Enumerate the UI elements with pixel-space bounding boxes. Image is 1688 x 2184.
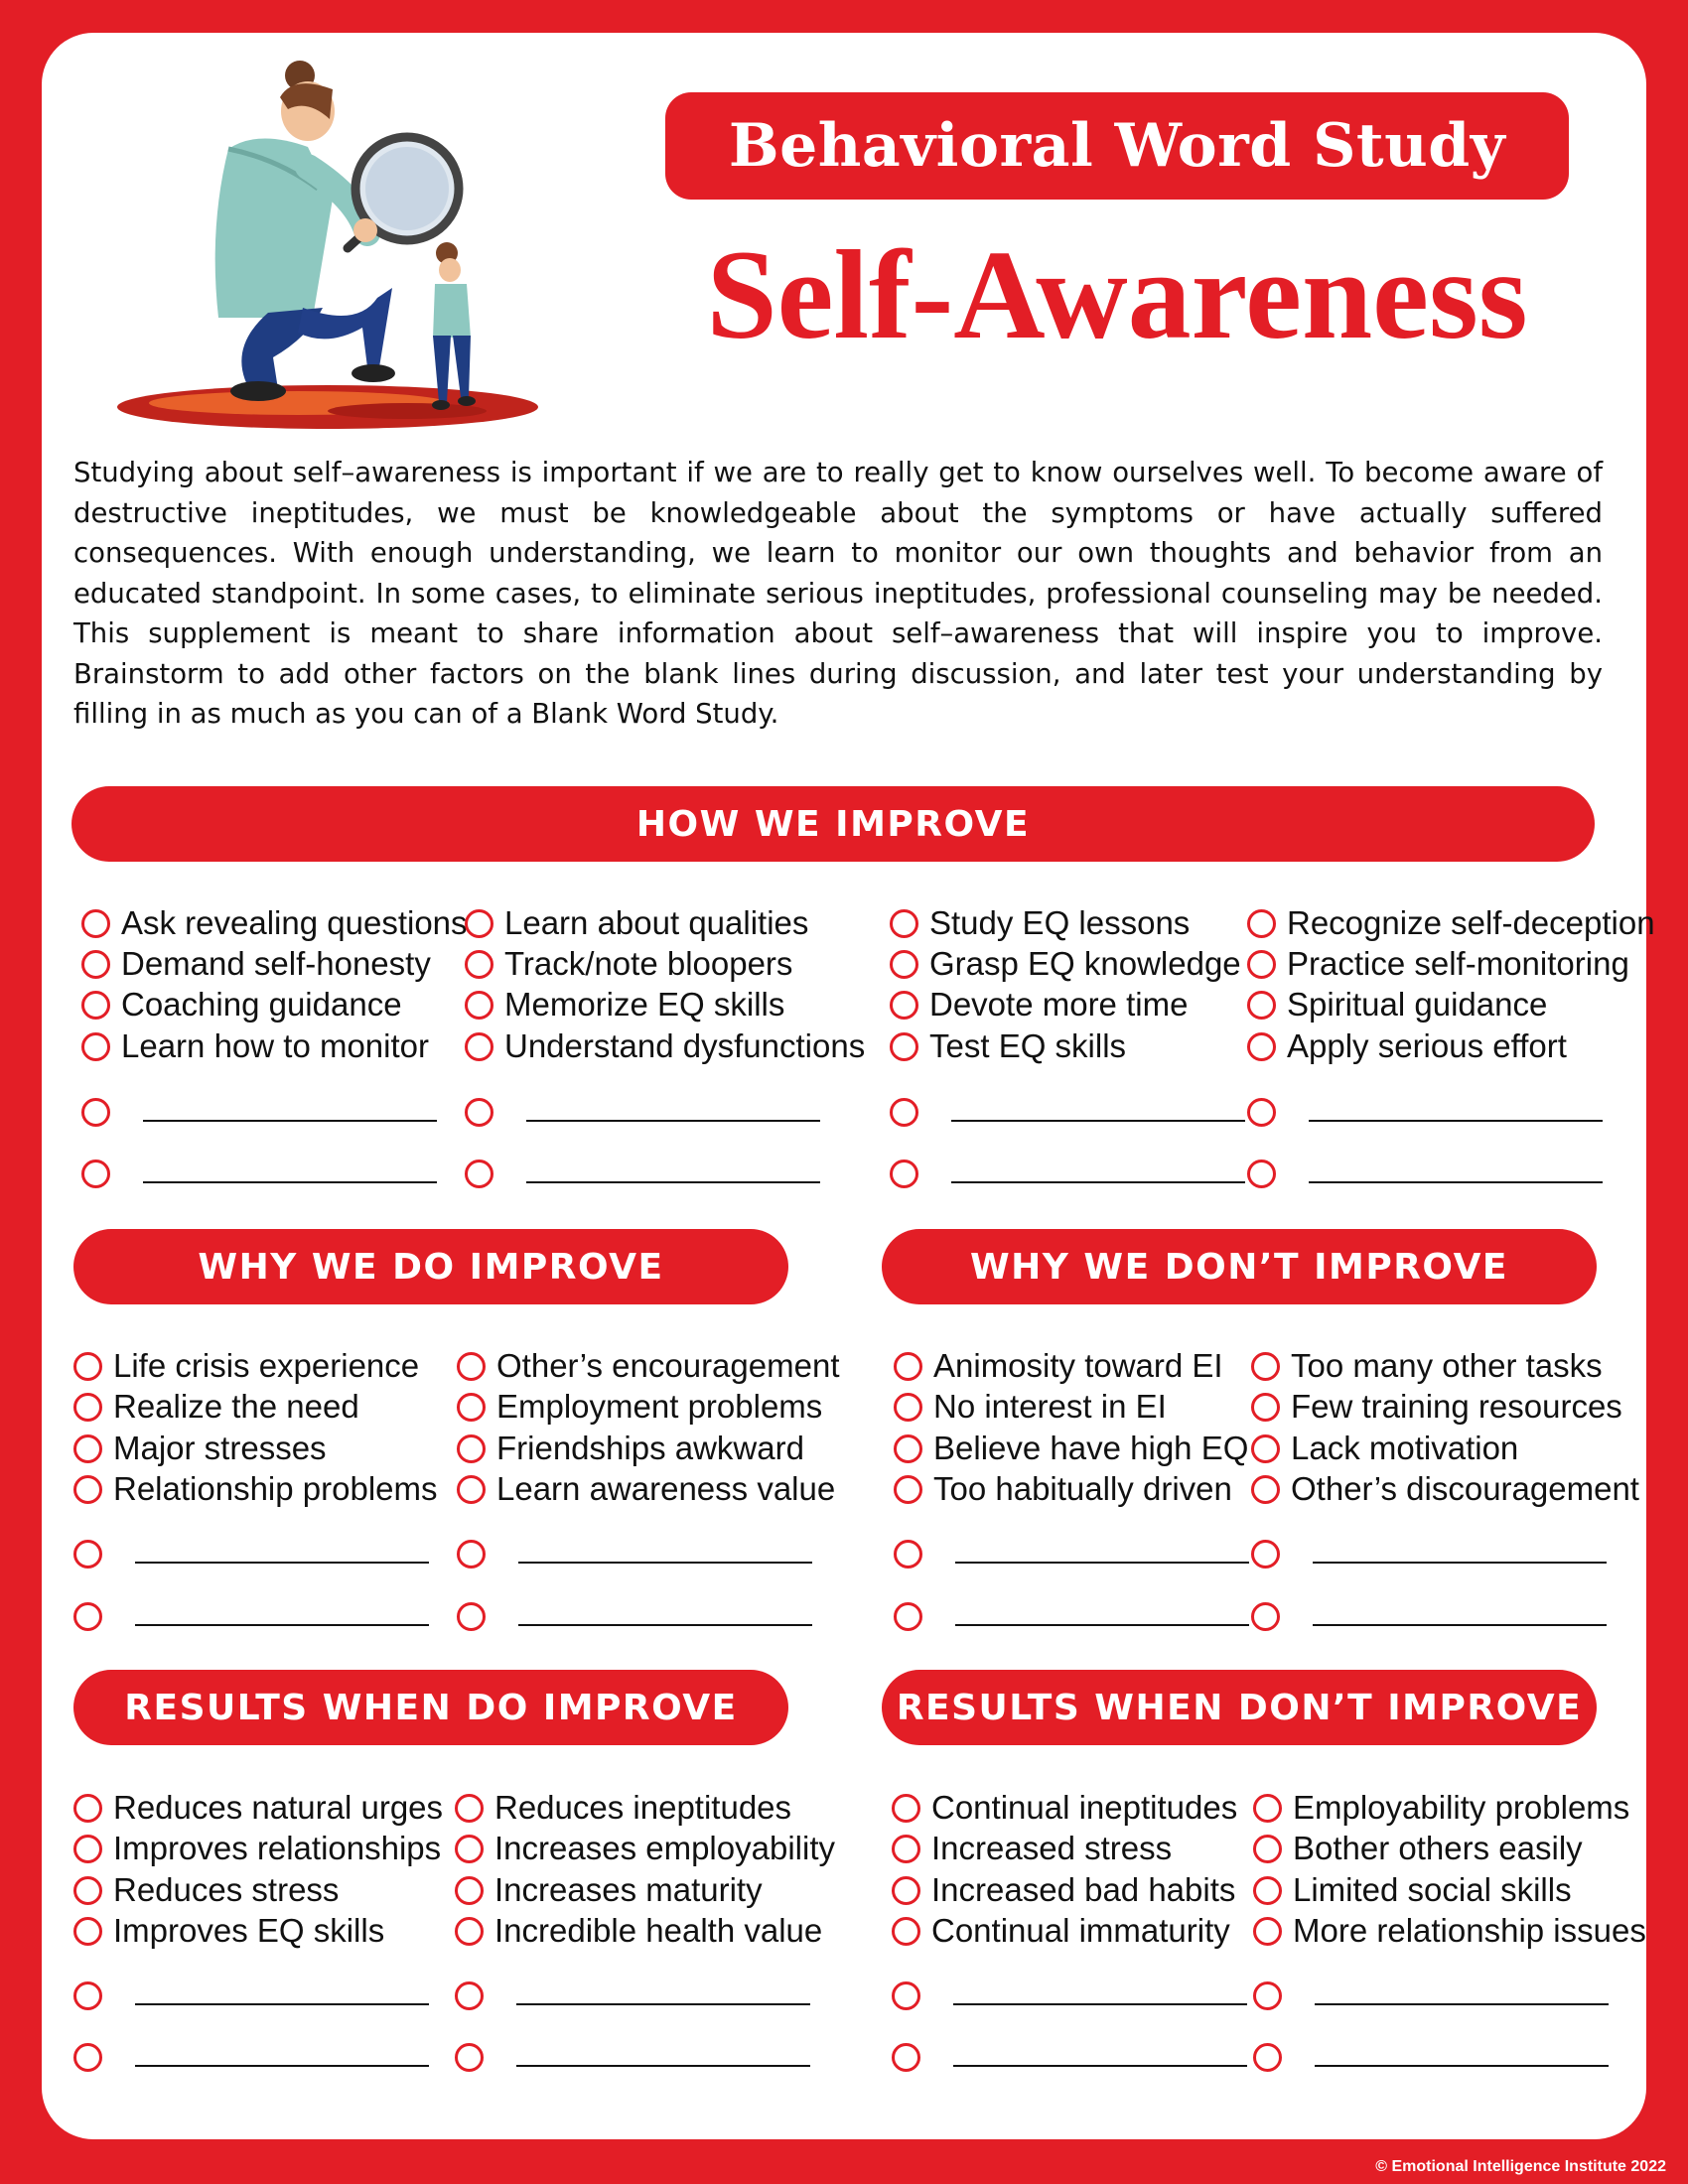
checkbox-circle-icon[interactable]	[465, 1160, 493, 1188]
checklist-item	[455, 1911, 822, 1951]
blank-entry	[892, 2037, 1247, 2077]
checklist-item-label: Increased stress	[931, 1830, 1173, 1866]
checklist-item-label: Practice self-monitoring	[1287, 945, 1629, 982]
checklist-item	[894, 1346, 1223, 1386]
blank-entry	[73, 1534, 429, 1573]
checklist-item-label: Apply serious effort	[1287, 1027, 1567, 1064]
checkbox-circle-icon[interactable]	[1247, 1098, 1276, 1127]
checklist-item	[81, 903, 468, 943]
checkbox-circle-icon[interactable]	[465, 950, 493, 979]
checkbox-circle-icon[interactable]	[894, 1393, 922, 1422]
blank-line[interactable]	[518, 1562, 812, 1564]
checklist-item	[73, 1429, 327, 1468]
checkbox-circle-icon[interactable]	[1251, 1352, 1280, 1381]
checklist-item	[890, 985, 1188, 1024]
checkbox-circle-icon[interactable]	[890, 1098, 918, 1127]
checklist-item	[892, 1911, 1230, 1951]
checklist-item-label: Ask revealing questions	[121, 904, 468, 941]
checkbox-circle-icon[interactable]	[465, 1032, 493, 1061]
checklist-item-label: Bother others easily	[1293, 1830, 1583, 1866]
checklist-item-label: Learn how to monitor	[121, 1027, 430, 1064]
checklist-item	[455, 1870, 763, 1910]
checkbox-circle-icon[interactable]	[890, 909, 918, 938]
checklist-item	[457, 1429, 804, 1468]
blank-entry	[465, 1092, 820, 1132]
checklist-item	[1253, 1911, 1646, 1951]
checkbox-circle-icon[interactable]	[455, 1876, 484, 1905]
checkbox-circle-icon[interactable]	[1251, 1475, 1280, 1504]
blank-line[interactable]	[516, 2065, 810, 2067]
checkbox-circle-icon[interactable]	[73, 1434, 102, 1463]
checklist-item	[1247, 903, 1655, 943]
checkbox-circle-icon[interactable]	[81, 1160, 110, 1188]
checklist-item	[465, 903, 808, 943]
checklist-item	[465, 985, 784, 1024]
blank-entry	[894, 1534, 1249, 1573]
checkbox-circle-icon[interactable]	[1253, 1981, 1282, 2010]
checklist-item	[892, 1829, 1172, 1868]
blank-entry	[457, 1534, 812, 1573]
checklist-item-label: Too habitually driven	[933, 1470, 1232, 1507]
blank-entry	[1253, 1976, 1609, 2015]
blank-line[interactable]	[953, 2003, 1247, 2005]
blank-entry	[457, 1596, 812, 1636]
checkbox-circle-icon[interactable]	[455, 1917, 484, 1946]
checklist-item	[81, 944, 431, 984]
checkbox-circle-icon[interactable]	[892, 2043, 920, 2072]
checkbox-circle-icon[interactable]	[890, 1032, 918, 1061]
checklist-item	[890, 1026, 1126, 1066]
checkbox-circle-icon[interactable]	[1253, 1917, 1282, 1946]
checkbox-circle-icon[interactable]	[894, 1434, 922, 1463]
checkbox-circle-icon[interactable]	[1251, 1602, 1280, 1631]
checklist-item	[890, 944, 1241, 984]
checklist-item-label: Few training resources	[1291, 1388, 1622, 1425]
page-title: Self-Awareness	[706, 224, 1528, 365]
checkbox-circle-icon[interactable]	[457, 1393, 486, 1422]
checkbox-circle-icon[interactable]	[73, 2043, 102, 2072]
checkbox-circle-icon[interactable]	[81, 991, 110, 1020]
checklist-item	[465, 1026, 865, 1066]
checklist-item	[73, 1870, 339, 1910]
blank-entry	[73, 1596, 429, 1636]
checklist-item	[1247, 1026, 1567, 1066]
checklist-item-label: Understand dysfunctions	[504, 1027, 866, 1064]
blank-line[interactable]	[953, 2065, 1247, 2067]
blank-line[interactable]	[518, 1624, 812, 1626]
checklist-item	[1251, 1469, 1639, 1509]
checkbox-circle-icon[interactable]	[1251, 1393, 1280, 1422]
blank-line[interactable]	[1315, 2003, 1609, 2005]
checklist-item-label: Memorize EQ skills	[504, 986, 785, 1023]
blank-entry	[81, 1092, 437, 1132]
checklist-item	[1251, 1429, 1518, 1468]
checklist-item-label: Learn awareness value	[496, 1470, 836, 1507]
checkbox-circle-icon[interactable]	[1247, 909, 1276, 938]
checklist-item	[73, 1788, 443, 1828]
checkbox-circle-icon[interactable]	[890, 950, 918, 979]
checklist-item	[894, 1387, 1167, 1427]
checkbox-circle-icon[interactable]	[73, 1352, 102, 1381]
blank-line[interactable]	[951, 1181, 1245, 1183]
checklist-item-label: Limited social skills	[1293, 1871, 1572, 1908]
blank-entry	[1253, 2037, 1609, 2077]
checklist-item-label: Recognize self-deception	[1287, 904, 1655, 941]
checkbox-circle-icon[interactable]	[890, 991, 918, 1020]
blank-entry	[890, 1092, 1245, 1132]
checklist-item-label: Reduces stress	[113, 1871, 340, 1908]
checklist-item	[1253, 1788, 1629, 1828]
checklist-item-label: Demand self-honesty	[121, 945, 431, 982]
checkbox-circle-icon[interactable]	[1253, 1794, 1282, 1823]
checklist-item	[892, 1788, 1237, 1828]
checkbox-circle-icon[interactable]	[465, 1098, 493, 1127]
checklist-item	[1251, 1346, 1603, 1386]
checkbox-circle-icon[interactable]	[457, 1540, 486, 1569]
blank-line[interactable]	[955, 1624, 1249, 1626]
checkbox-circle-icon[interactable]	[81, 1098, 110, 1127]
checklist-item-label: Reduces ineptitudes	[494, 1789, 792, 1826]
blank-entry	[890, 1154, 1245, 1193]
checklist-item	[81, 1026, 429, 1066]
checkbox-circle-icon[interactable]	[455, 1981, 484, 2010]
blank-entry	[1247, 1092, 1603, 1132]
checklist-item	[457, 1387, 822, 1427]
checklist-item-label: Continual ineptitudes	[931, 1789, 1238, 1826]
blank-entry	[465, 1154, 820, 1193]
checkbox-circle-icon[interactable]	[455, 1794, 484, 1823]
checklist-item-label: Other’s discouragement	[1291, 1470, 1639, 1507]
checkbox-circle-icon[interactable]	[73, 1602, 102, 1631]
checkbox-circle-icon[interactable]	[894, 1352, 922, 1381]
checklist-item-label: Life crisis experience	[113, 1347, 420, 1384]
checkbox-circle-icon[interactable]	[457, 1434, 486, 1463]
checkbox-circle-icon[interactable]	[892, 1794, 920, 1823]
checklist-item	[894, 1469, 1232, 1509]
blank-line[interactable]	[1313, 1562, 1607, 1564]
checklist-item-label: No interest in EI	[933, 1388, 1167, 1425]
blank-line[interactable]	[135, 1624, 429, 1626]
blank-entry	[1251, 1596, 1607, 1636]
checkbox-circle-icon[interactable]	[1251, 1434, 1280, 1463]
checklist-item	[455, 1829, 835, 1868]
intro-paragraph: Studying about self–awareness is important if we are to really get to know ourselves well. To become aware of destructive ineptitudes, we must be knowledgeable about the symptoms or have actually suffered consequences. With enough understanding, we learn to monitor our own thoughts and behavior from an educated standpoint. In some cases, to eliminate serious ineptitudes, professional counseling may be needed. This supplement is meant to share information about self–awareness that will inspire you to improve. Brainstorm to add other factors on the blank lines during discussion, and later test your understanding by filling in as much as you can of a Blank Word Study.	[73, 457, 1603, 730]
checklist-item-label: Continual immaturity	[931, 1912, 1230, 1949]
checkbox-circle-icon[interactable]	[1247, 1160, 1276, 1188]
checklist-item	[1247, 944, 1629, 984]
checklist-item-label: Improves EQ skills	[113, 1912, 385, 1949]
section-banner-why-do: WHY WE DO IMPROVE	[73, 1229, 788, 1304]
blank-entry	[73, 1976, 429, 2015]
blank-line[interactable]	[951, 1120, 1245, 1122]
checklist-item	[894, 1429, 1248, 1468]
checklist-item	[73, 1829, 441, 1868]
checklist-item-label: Friendships awkward	[496, 1430, 804, 1466]
checklist-item-label: Realize the need	[113, 1388, 359, 1425]
checkbox-circle-icon[interactable]	[1253, 2043, 1282, 2072]
checkbox-circle-icon[interactable]	[457, 1602, 486, 1631]
checkbox-circle-icon[interactable]	[892, 1981, 920, 2010]
checkbox-circle-icon[interactable]	[457, 1475, 486, 1504]
checkbox-circle-icon[interactable]	[465, 909, 493, 938]
checklist-item-label: Employment problems	[496, 1388, 823, 1425]
blank-line[interactable]	[135, 1562, 429, 1564]
checkbox-circle-icon[interactable]	[1251, 1540, 1280, 1569]
checkbox-circle-icon[interactable]	[890, 1160, 918, 1188]
checklist-item	[1253, 1870, 1572, 1910]
checklist-item-label: Increases maturity	[494, 1871, 763, 1908]
checklist-item-label: Incredible health value	[494, 1912, 823, 1949]
blank-entry	[73, 2037, 429, 2077]
checklist-item-label: Employability problems	[1293, 1789, 1630, 1826]
checklist-item-label: Too many other tasks	[1291, 1347, 1603, 1384]
checklist-item	[73, 1387, 359, 1427]
section-banner-results-dont: RESULTS WHEN DON’T IMPROVE	[882, 1670, 1597, 1745]
section-banner-how: HOW WE IMPROVE	[71, 786, 1595, 862]
checklist-item	[73, 1346, 419, 1386]
blank-entry	[1247, 1154, 1603, 1193]
blank-line[interactable]	[1315, 2065, 1609, 2067]
checkbox-circle-icon[interactable]	[894, 1475, 922, 1504]
checkbox-circle-icon[interactable]	[81, 1032, 110, 1061]
checklist-item-label: Other’s encouragement	[496, 1347, 840, 1384]
checkbox-circle-icon[interactable]	[465, 991, 493, 1020]
checkbox-circle-icon[interactable]	[894, 1540, 922, 1569]
badge-title: Behavioral Word Study	[665, 92, 1569, 200]
checklist-item-label: Test EQ skills	[929, 1027, 1127, 1064]
copyright-notice: © Emotional Intelligence Institute 2022	[1375, 2158, 1666, 2175]
checkbox-circle-icon[interactable]	[73, 1540, 102, 1569]
checkbox-circle-icon[interactable]	[892, 1835, 920, 1863]
checklist-item-label: Increases employability	[494, 1830, 835, 1866]
checkbox-circle-icon[interactable]	[1247, 1032, 1276, 1061]
checklist-item-label: Devote more time	[929, 986, 1189, 1023]
blank-entry	[455, 2037, 810, 2077]
checkbox-circle-icon[interactable]	[73, 1835, 102, 1863]
blank-entry	[455, 1976, 810, 2015]
checkbox-circle-icon[interactable]	[457, 1352, 486, 1381]
blank-line[interactable]	[143, 1120, 437, 1122]
blank-line[interactable]	[143, 1181, 437, 1183]
checklist-item-label: Track/note bloopers	[504, 945, 793, 982]
checklist-item-label: Spiritual guidance	[1287, 986, 1548, 1023]
checklist-item	[81, 985, 402, 1024]
checkbox-circle-icon[interactable]	[1253, 1876, 1282, 1905]
checkbox-circle-icon[interactable]	[73, 1981, 102, 2010]
checklist-item-label: Lack motivation	[1291, 1430, 1519, 1466]
blank-entry	[894, 1596, 1249, 1636]
checklist-item	[457, 1469, 835, 1509]
blank-line[interactable]	[526, 1120, 820, 1122]
woman-magnifying-glass-illustration	[109, 50, 566, 437]
checkbox-circle-icon[interactable]	[81, 950, 110, 979]
checkbox-circle-icon[interactable]	[892, 1917, 920, 1946]
checklist-item	[1247, 985, 1547, 1024]
section-banner-results-do: RESULTS WHEN DO IMPROVE	[73, 1670, 788, 1745]
checkbox-circle-icon[interactable]	[1247, 991, 1276, 1020]
checklist-item-label: More relationship issues	[1293, 1912, 1646, 1949]
checklist-item-label: Reduces natural urges	[113, 1789, 444, 1826]
checkbox-circle-icon[interactable]	[81, 909, 110, 938]
checkbox-circle-icon[interactable]	[73, 1876, 102, 1905]
blank-line[interactable]	[135, 2003, 429, 2005]
checklist-item	[892, 1870, 1235, 1910]
blank-line[interactable]	[526, 1181, 820, 1183]
checkbox-circle-icon[interactable]	[455, 1835, 484, 1863]
checkbox-circle-icon[interactable]	[892, 1876, 920, 1905]
section-banner-why-dont: WHY WE DON’T IMPROVE	[882, 1229, 1597, 1304]
blank-line[interactable]	[135, 2065, 429, 2067]
checklist-item-label: Coaching guidance	[121, 986, 402, 1023]
checklist-item-label: Believe have high EQ	[933, 1430, 1249, 1466]
checkbox-circle-icon[interactable]	[73, 1475, 102, 1504]
checklist-item	[465, 944, 792, 984]
checklist-item	[1251, 1387, 1622, 1427]
blank-line[interactable]	[516, 2003, 810, 2005]
checklist-item	[73, 1911, 384, 1951]
checkbox-circle-icon[interactable]	[73, 1794, 102, 1823]
checklist-item	[73, 1469, 438, 1509]
blank-entry	[892, 1976, 1247, 2015]
checklist-item	[455, 1788, 791, 1828]
checklist-item-label: Learn about qualities	[504, 904, 809, 941]
checkbox-circle-icon[interactable]	[894, 1602, 922, 1631]
checklist-item-label: Relationship problems	[113, 1470, 438, 1507]
checklist-item-label: Grasp EQ knowledge	[929, 945, 1241, 982]
blank-line[interactable]	[1313, 1624, 1607, 1626]
checkbox-circle-icon[interactable]	[1247, 950, 1276, 979]
blank-line[interactable]	[1309, 1181, 1603, 1183]
checklist-item-label: Increased bad habits	[931, 1871, 1236, 1908]
blank-entry	[81, 1154, 437, 1193]
checkbox-circle-icon[interactable]	[73, 1393, 102, 1422]
checklist-item-label: Animosity toward EI	[933, 1347, 1223, 1384]
blank-entry	[1251, 1534, 1607, 1573]
blank-line[interactable]	[955, 1562, 1249, 1564]
checkbox-circle-icon[interactable]	[1253, 1835, 1282, 1863]
checkbox-circle-icon[interactable]	[455, 2043, 484, 2072]
checklist-item	[457, 1346, 840, 1386]
checklist-item	[1253, 1829, 1583, 1868]
checklist-item-label: Major stresses	[113, 1430, 327, 1466]
checklist-item	[890, 903, 1190, 943]
checklist-item-label: Improves relationships	[113, 1830, 442, 1866]
checkbox-circle-icon[interactable]	[73, 1917, 102, 1946]
checklist-item-label: Study EQ lessons	[929, 904, 1191, 941]
blank-line[interactable]	[1309, 1120, 1603, 1122]
